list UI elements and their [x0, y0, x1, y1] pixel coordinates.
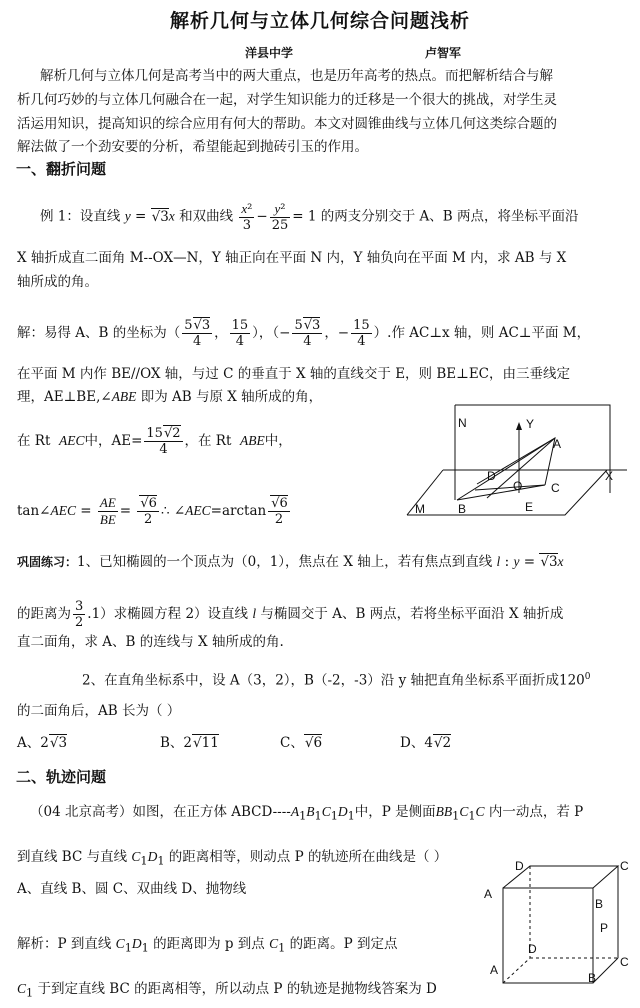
label-A: A — [553, 437, 562, 451]
label-D1: D — [515, 859, 524, 873]
segment-ab — [457, 438, 555, 500]
example-2-line-1: （04 北京高考）如图，在正方体 ABCD-$---A_1B_1C_1D_1$中，P 是侧面$BB_1C_1C$ 内一动点，若 P — [30, 804, 584, 823]
cube-figure — [470, 858, 640, 988]
practice-2-line-1: 2、在直角坐标系中，设 A（3，2），B（-2，-3）沿 y 轴把直角坐标系平面折成$120^0$ — [82, 672, 591, 689]
page-title: 解析几何与立体几何综合问题浅析 — [169, 10, 470, 32]
label-N: N — [458, 416, 467, 430]
label-C: C — [551, 481, 560, 495]
label-B1: B — [595, 897, 604, 911]
example-1-mid: 和双曲线 — [179, 208, 234, 225]
intro-line-1: 解析几何与立体几何是高考当中的两大重点，也是历年高考的热点。而把解析结合与解 — [40, 68, 553, 84]
label-P: P — [600, 921, 609, 935]
example-2-options: A、直线 B、圆 C、双曲线 D、抛物线 — [17, 881, 247, 897]
label-A1: A — [484, 887, 493, 901]
solution-1-line-5: tan∠AEC = $\frac{AE}{BE}$ = $\frac{√6}{2}$ ∴ ∠AEC=arctan $\frac{√6}{2}$ — [17, 495, 288, 527]
cube-front-face — [503, 888, 593, 983]
label-O: O — [513, 479, 523, 493]
solution-1-line-1: 解：易得 A、B 的坐标为（ $\frac{5√3}{4}$ ， $\frac{15}{4}$ ），（− $\frac{5√3}{4}$ ，− $\frac{15}{4}$ ）.作 AC⊥x 轴，则 AC⊥平面 M， — [17, 318, 591, 349]
segment-dc — [475, 485, 545, 490]
section-heading-1: 一、翻折问题 — [16, 160, 107, 178]
practice-2-option-a: A、2√3 — [17, 735, 68, 751]
example-1-line-1: 例 1：设直线 y = √3x 和双曲线 $\frac{\text{x²}}{3}$ − $\frac{\text{y²}}{25}$ = 1 的两支分别交于 A、B 两点，将坐标平面沿 — [40, 201, 579, 233]
intro-line-2: 析几何巧妙的与立体几何融合在一起，对学生知识能力的迁移是一个很大的挑战，对学生灵 — [17, 92, 557, 108]
practice-2-option-d: D、4√2 — [400, 735, 452, 751]
practice-line-3: 直二面角，求 A、B 的连线与 X 轴所成的角. — [17, 634, 284, 650]
label-B: B — [588, 971, 597, 985]
segment-be — [457, 485, 545, 500]
section-heading-2: 二、轨迹问题 — [16, 768, 107, 786]
example-1-line-2: X 轴折成直二面角 M--OX—N，Y 轴正向在平面 N 内，Y 轴负向在平面 M 内，求 AB 与 X — [17, 250, 567, 266]
cube-hidden-left — [503, 958, 530, 983]
solution-1-line-4: 在 Rt AEC中，AE= $\frac{15√2}{4}$ ，在 Rt ABE中， — [17, 426, 292, 457]
label-D: D — [487, 469, 496, 483]
example-1-label: 例 1：设直线 — [40, 208, 121, 225]
y-arrow-head — [516, 422, 522, 430]
label-E: E — [525, 500, 534, 514]
example-1-line-3: 轴所成的角。 — [17, 274, 98, 290]
label-C: C — [620, 955, 629, 969]
solution-2-line-1: 解析：P 到直线 $C_1D_1$ 的距离即为 p 到点 $C_1$ 的距离。P 到定点 — [17, 936, 398, 955]
plane-m-left — [407, 470, 443, 515]
label-D: D — [528, 942, 537, 956]
solution-1-line-2: 在平面 M 内作 BE//OX 轴，与过 C 的垂直于 X 轴的直线交于 E，则 BE⊥EC，由三垂线定 — [17, 366, 570, 382]
practice-2-option-b: B、2√11 — [160, 735, 219, 751]
label-C1: C — [620, 859, 629, 873]
practice-line-1: 巩固练习：1、已知椭圆的一个顶点为（0，1），焦点在 X 轴上，若有焦点到直线 l : y = √3x — [17, 554, 564, 570]
label-X: X — [605, 469, 614, 483]
label-Y: Y — [526, 417, 535, 431]
example-2-line-2: 到直线 BC 与直线 $C_1D_1$ 的距离相等，则动点 P 的轨迹所在曲线是（ ） — [17, 849, 448, 868]
author-school: 洋县中学 — [245, 46, 294, 60]
example-1-tail: 的两支分别交于 A、B 两点，将坐标平面沿 — [320, 208, 579, 225]
practice-line-2: 的距离为 $\frac{3}{2}$ .1）求椭圆方程 2）设直线 l 与椭圆交于 A、B 两点，若将坐标平面沿 X 轴折成 — [17, 599, 564, 630]
intro-line-3: 活运用知识，提高知识的综合应用有何大的帮助。本文对圆锥曲线与立体几何这类综合题的 — [17, 116, 557, 132]
practice-2-option-c: C、√6 — [280, 735, 323, 751]
label-B: B — [458, 502, 467, 516]
label-M: M — [415, 502, 425, 516]
folded-plane-figure — [395, 400, 627, 530]
author-name: 卢智军 — [425, 46, 462, 60]
intro-line-4: 解法做了一个劲安要的分析，希望能起到抛砖引玉的作用。 — [17, 139, 368, 155]
label-A: A — [490, 963, 499, 977]
solution-2-line-2: $C_1$ 于到定直线 BC 的距离相等，所以动点 P 的轨迹是抛物线答案为 D — [17, 981, 437, 1000]
cube-bottom-right-edge — [593, 958, 618, 983]
solution-1-line-3: 理，AE⊥BE,∠ABE 即为 AB 与原 X 轴所成的角， — [17, 389, 323, 405]
practice-2-line-2: 的二面角后，AB 长为（ ） — [17, 703, 181, 719]
